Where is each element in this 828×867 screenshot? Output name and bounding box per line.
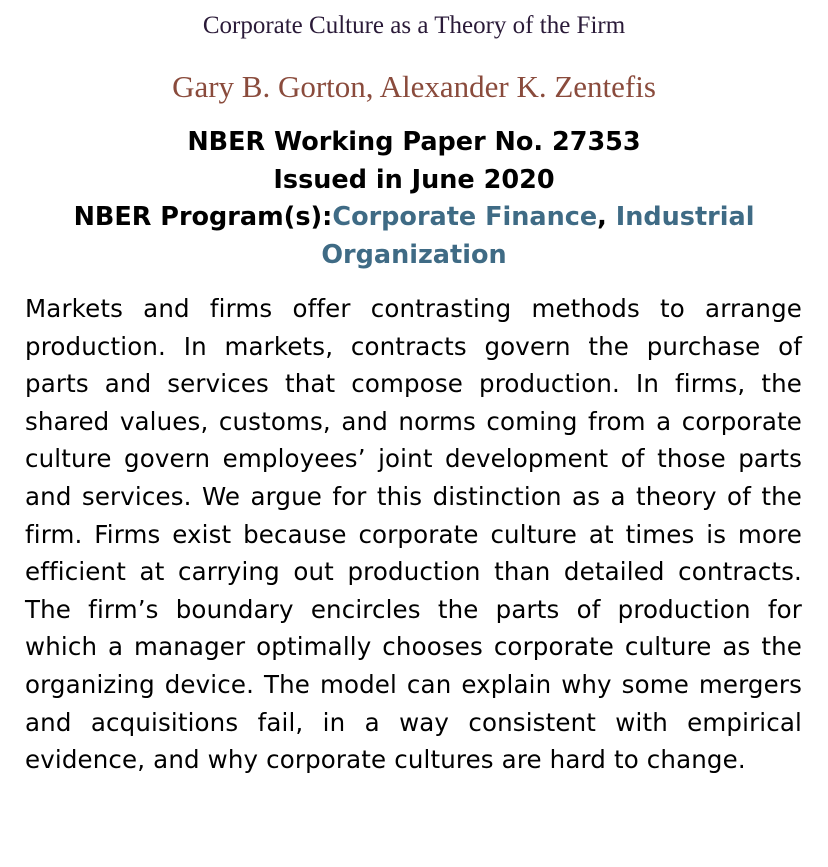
program-link-corporate-finance[interactable]: Corporate Finance — [332, 202, 598, 232]
issue-date: Issued in June 2020 — [273, 164, 555, 195]
paper-abstract: Markets and firms offer contrasting methods to arrange production. In markets, contracts govern the purchase of parts and services that compose production. In firms, the shared values, customs, and norms coming from a corporate culture govern employees’ joint development of those parts and services. We argue for this distinction as a theory of the firm. Firms exist because corporate culture at times is more efficient at carrying out production than detailed contracts. The firm’s boundary encircles the parts of production for which a manager optimally chooses corporate culture as the organizing device. The model can explain why some mergers and acquisitions fail, in a way consistent with empirical evidence, and why corporate cultures are hard to change. — [25, 294, 802, 775]
program-label: NBER Program(s): — [73, 202, 333, 232]
paper-metadata — [30, 124, 798, 274]
paper-authors: Gary B. Gorton, Alexander K. Zentefis — [172, 69, 656, 104]
working-paper-number: NBER Working Paper No. 27353 — [187, 127, 641, 157]
program-separator: , — [597, 202, 616, 232]
paper-title: Corporate Culture as a Theory of the Firm — [202, 12, 626, 39]
program-link-industrial-organization[interactable]: Industrial Organization — [321, 202, 755, 270]
